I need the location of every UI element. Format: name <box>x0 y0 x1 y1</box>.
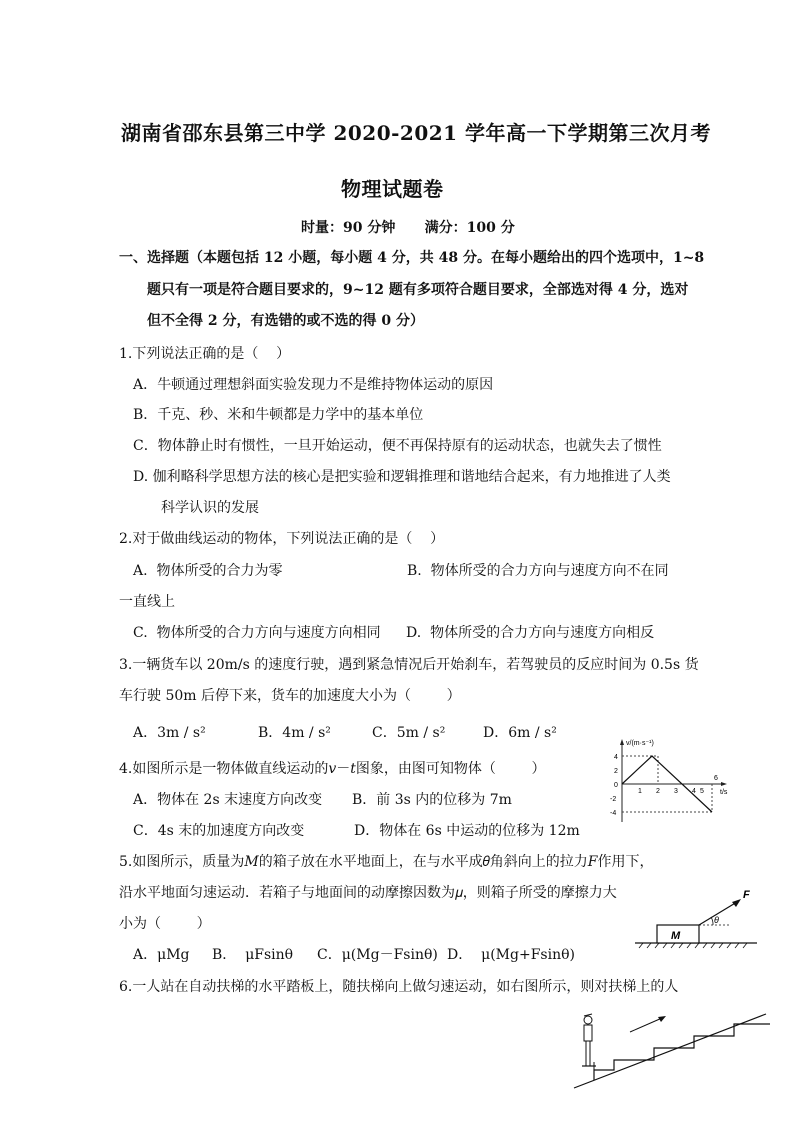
q2-option-a: A. 物体所受的合力为零 <box>133 563 283 579</box>
q3-stem-line1: 3.一辆货车以 20m/s 的速度行驶，遇到紧急情况后开始刹车，若驾驶员的反应时间为 0.5s 货 <box>119 657 699 673</box>
force-arrow-head <box>732 899 741 907</box>
q2-option-b-line2: 一直线上 <box>119 594 175 610</box>
q1-option-a: A．牛顿通过理想斜面实验发现力不是维持物体运动的原因 <box>133 377 494 393</box>
q1-option-c: C．物体静止时有惯性，一旦开始运动，便不再保持原有的运动状态，也就失去了惯性 <box>133 438 662 454</box>
q5-option-c: C．μ(Mg－Fsinθ) <box>317 947 438 963</box>
vt-xtick-3: 3 <box>674 788 678 795</box>
q5-option-a: A．μMg <box>133 947 190 963</box>
vt-ytick-neg4: -4 <box>610 810 617 817</box>
escalator-svg <box>570 1008 780 1093</box>
person-head <box>584 1016 592 1024</box>
force-label: F <box>743 889 750 901</box>
motion-arrow-line <box>630 1018 662 1032</box>
vt-graph-figure <box>604 736 730 828</box>
section-instructions-line3: 但不全得 2 分，有选错的或不选的得 0 分） <box>147 313 424 329</box>
q2-stem: 2.对于做曲线运动的物体，下列说法正确的是（ ） <box>119 531 445 547</box>
vt-xtick-1: 1 <box>638 788 642 795</box>
vt-x-arrow <box>721 782 727 786</box>
escalator-figure <box>570 1008 780 1093</box>
q5-option-d: D． μ(Mg+Fsinθ) <box>447 947 575 963</box>
motion-arrow-head <box>658 1016 666 1022</box>
vt-xtick-5: 5 <box>700 788 704 795</box>
vt-xlabel: t/s <box>720 789 728 796</box>
section-instructions-line2: 题只有一项是符合题目要求的，9~12 题有多项符合题目要求，全部选对得 4 分，选对 <box>147 282 689 298</box>
q1-option-b: B．千克、秒、米和牛顿都是力学中的基本单位 <box>133 407 424 423</box>
q2-option-d: D. 物体所受的合力方向与速度方向相反 <box>406 625 655 641</box>
q5-stem-line3: 小为（ ） <box>119 916 211 932</box>
vt-ytick-4: 4 <box>614 754 618 761</box>
vt-ytick-0: 0 <box>614 782 618 789</box>
q4-option-d: D．物体在 6s 中运动的位移为 12m <box>354 823 580 839</box>
section-instructions-line1: 一、选择题（本题包括 12 小题，每小题 4 分，共 48 分。在每小题给出的四个选项中，1~8 <box>119 250 705 266</box>
person-body <box>584 1025 592 1041</box>
vt-xtick-2: 2 <box>656 788 660 795</box>
q1-option-d-line2: 科学认识的发展 <box>161 500 259 516</box>
q3-option-c: C．5m / s² <box>372 725 446 741</box>
paper-subtitle: 物理试题卷 <box>341 177 444 201</box>
q1-option-d-line1: D. 伽利略科学思想方法的核心是把实验和逻辑推理和谐地结合起来，有力地推进了人类 <box>133 469 671 485</box>
vt-ytick-neg2: -2 <box>610 796 617 803</box>
q4-option-b: B．前 3s 内的位移为 7m <box>352 792 512 808</box>
exam-title: 湖南省邵东县第三中学 2020-2021 学年高一下学期第三次月考 <box>121 121 712 145</box>
q4-option-c: C．4s 末的加速度方向改变 <box>133 823 305 839</box>
time-info: 时量：90 分钟 满分：100 分 <box>301 220 515 236</box>
ground-hatching <box>639 943 747 948</box>
q2-option-b-line1: B. 物体所受的合力方向与速度方向不在同 <box>407 563 669 579</box>
angle-label: θ <box>714 915 719 925</box>
vt-xtick-4: 4 <box>692 788 696 795</box>
q5-option-b: B． μFsinθ <box>212 947 294 963</box>
box-mass-label: M <box>671 930 681 942</box>
q1-stem: 1.下列说法正确的是（ ） <box>119 346 291 362</box>
box-figure <box>633 884 763 954</box>
q5-stem-line2: 沿水平地面匀速运动．若箱子与地面间的动摩擦因数为𝜇，则箱子所受的摩擦力大 <box>119 885 617 901</box>
q3-stem-line2: 车行驶 50m 后停下来，货车的加速度大小为（ ） <box>119 688 461 704</box>
q2-option-c: C. 物体所受的合力方向与速度方向相同 <box>133 625 381 641</box>
q3-option-d: D．6m / s² <box>483 725 557 741</box>
escalator-incline <box>574 1014 766 1088</box>
q3-option-b: B．4m / s² <box>258 725 331 741</box>
escalator-steps <box>594 1024 770 1080</box>
vt-ytick-2: 2 <box>614 768 618 775</box>
q5-stem-line1: 5.如图所示，质量为𝑀的箱子放在水平地面上，在与水平成𝜃角斜向上的拉力𝐹作用下， <box>119 854 654 870</box>
q3-option-a: A．3m / s² <box>133 725 206 741</box>
q4-stem: 4.如图所示是一物体做直线运动的𝑣－𝑡图象，由图可知物体（ ） <box>119 761 546 777</box>
vt-graph-svg <box>604 736 730 828</box>
vt-xtick-6: 6 <box>714 775 718 782</box>
q6-stem: 6.一人站在自动扶梯的水平踏板上，随扶梯向上做匀速运动，如右图所示，则对扶梯上的人 <box>119 979 679 995</box>
q4-option-a: A．物体在 2s 末速度方向改变 <box>133 792 323 808</box>
vt-ylabel: v/(m·s⁻¹) <box>626 740 654 747</box>
box-figure-svg <box>633 884 763 954</box>
angle-arc <box>711 917 713 925</box>
vt-y-arrow <box>620 739 624 745</box>
